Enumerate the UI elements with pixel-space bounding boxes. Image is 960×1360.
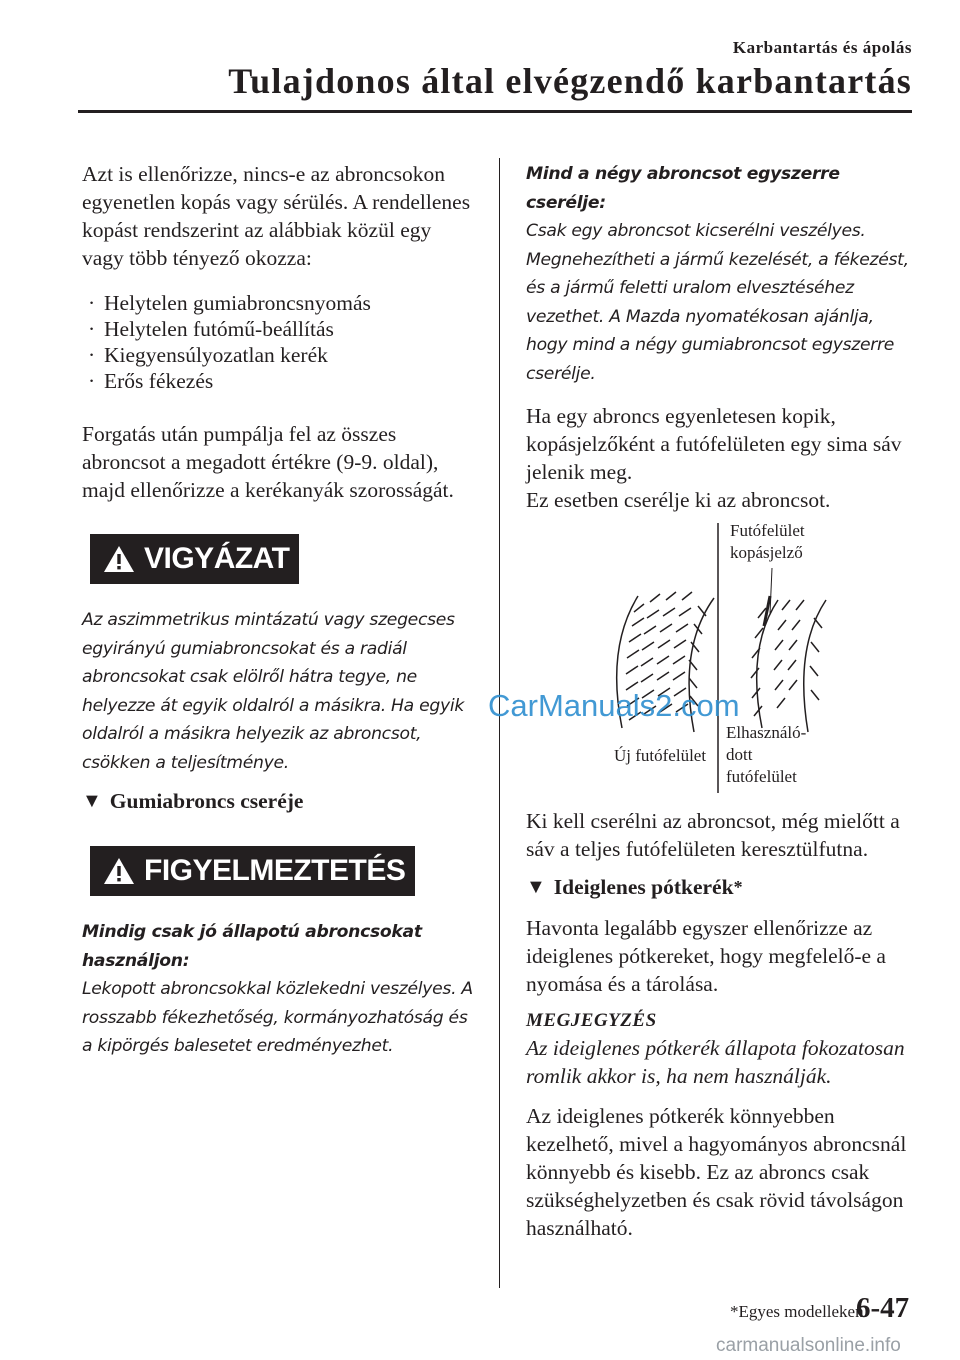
footer-note: *Egyes modelleken. — [730, 1302, 868, 1321]
indicator-paragraph — [526, 402, 916, 514]
triangle-down-icon: ▼ — [82, 790, 102, 812]
intro-paragraph: Azt is ellenőrizze, nincs-e az abroncsokon egyenetlen kopás vagy sérülés. A rendellenes kopást rendszerint az alábbiak közül egy vagy több tényező okozza: — [82, 162, 471, 270]
warning-label: FIGYELMEZTETÉS — [144, 854, 406, 887]
list-item-text: Erős fékezés — [104, 369, 214, 393]
watermark-carmanuals: CarManuals2.com — [488, 688, 740, 723]
bullet-icon: · — [88, 369, 96, 393]
left-column — [82, 160, 474, 1073]
tire-tread-illustration — [526, 518, 916, 793]
triangle-down-icon: ▼ — [526, 876, 546, 898]
label-line: dott — [726, 745, 753, 764]
warning-bold-text: Mindig csak jó állapotú abroncsokat használjon: — [82, 922, 422, 971]
wear-causes-list — [82, 290, 474, 394]
list-item — [88, 342, 474, 368]
worn-tread-drawing — [751, 568, 826, 732]
label-line: futófelület — [726, 767, 797, 786]
label-line: Új futófelület — [614, 746, 707, 765]
caution-label: VIGYÁZAT — [144, 542, 290, 575]
list-item-text: Helytelen futómű-beállítás — [104, 317, 334, 341]
warning-text: Lekopott abroncsokkal közlekedni veszélyes. A rosszabb fékezhetőség, kormányozhatóság és a kipörgés balesetet eredményezhet. — [82, 979, 473, 1056]
asterisk-mark: * — [733, 877, 743, 897]
note-label: MEGJEGYZÉS — [526, 1010, 657, 1031]
warning-triangle-icon — [102, 856, 136, 886]
replace-all-paragraph — [526, 160, 916, 388]
list-item-text: Kiegyensúlyozatlan kerék — [104, 343, 328, 367]
subheading-text: Gumiabroncs cseréje — [109, 789, 304, 813]
indicator-text-2: Ez esetben cserélje ki az abroncsot. — [526, 488, 831, 512]
label-line: Futófelület — [730, 521, 805, 540]
indicator-text: Ha egy abroncs egyenletesen kopik, kopásjelzőként a futófelületen egy sima sáv jelenik meg. — [526, 404, 902, 484]
tread-wear-figure — [526, 518, 916, 793]
list-item — [88, 290, 474, 316]
caution-badge — [90, 534, 299, 584]
list-item-text: Helytelen gumiabroncsnyomás — [104, 291, 371, 315]
bullet-icon: · — [88, 317, 96, 341]
subheading-text: Ideiglenes pótkerék — [553, 875, 734, 899]
spare-info-paragraph: Az ideiglenes pótkerék könnyebben kezelhető, mivel a hagyományos abroncsnál könnyebb és kisebb. Ez az abroncs csak szükséghelyzetben és csak rövid távolságon használható. — [526, 1104, 907, 1240]
replace-all-bold: Mind a négy abroncsot egyszerre cserélje: — [526, 164, 840, 213]
header-rule — [78, 110, 912, 113]
before-band-paragraph: Ki kell cserélni az abroncsot, még mielőtt a sáv a teljes futófelületen keresztülfutna. — [526, 809, 900, 861]
worn-tread-label — [726, 722, 806, 788]
caution-text: Az aszimmetrikus mintázatú vagy szegecses egyirányú gumiabroncsokat és a radiál abroncsokat csak elölről hátra tegye, ne helyezze át egyik oldalról a másikra. Ha egyik oldalról a másikra helyezik az abroncsot, csökken a teljesítménye. — [82, 610, 464, 773]
warning-triangle-icon — [102, 544, 136, 574]
tire-replacement-heading — [82, 789, 474, 814]
label-line: kopásjelző — [730, 543, 803, 562]
page-number: 6-47 — [856, 1292, 910, 1324]
warning-badge — [90, 846, 415, 896]
label-line: Elhasználó- — [726, 723, 807, 742]
section-header: Karbantartás és ápolás — [732, 38, 912, 57]
page-title: Tulajdonos által elvégzendő karbantartás — [228, 61, 912, 101]
bullet-icon: · — [88, 343, 96, 367]
bullet-icon: · — [88, 291, 96, 315]
spare-check-paragraph: Havonta legalább egyszer ellenőrizze az ideiglenes pótkereket, hogy megfelelő-e a nyomása és a tárolása. — [526, 916, 886, 996]
watermark-online: carmanualsonline.info — [716, 1335, 901, 1356]
note-text: Az ideiglenes pótkerék állapota fokozatosan romlik akkor is, ha nem használják. — [526, 1036, 905, 1088]
new-tread-label — [614, 745, 706, 767]
list-item — [88, 316, 474, 342]
tread-indicator-label — [730, 520, 805, 564]
rotation-paragraph: Forgatás után pumpálja fel az összes abroncsot a megadott értékre (9-9. oldal), majd ellenőrizze a kerékanyák szorosságát. — [82, 422, 454, 502]
list-item — [88, 368, 474, 394]
spare-tire-heading — [526, 875, 916, 900]
warning-paragraph — [82, 918, 474, 1061]
replace-all-text: Csak egy abroncsot kicserélni veszélyes. Megnehezítheti a jármű kezelését, a fékezést, és a jármű feletti uralom elvesztéséhez vezethet. A Mazda nyomatékosan ajánlja, hogy mind a négy gumiabroncsot egyszerre cserélje. — [526, 221, 909, 384]
